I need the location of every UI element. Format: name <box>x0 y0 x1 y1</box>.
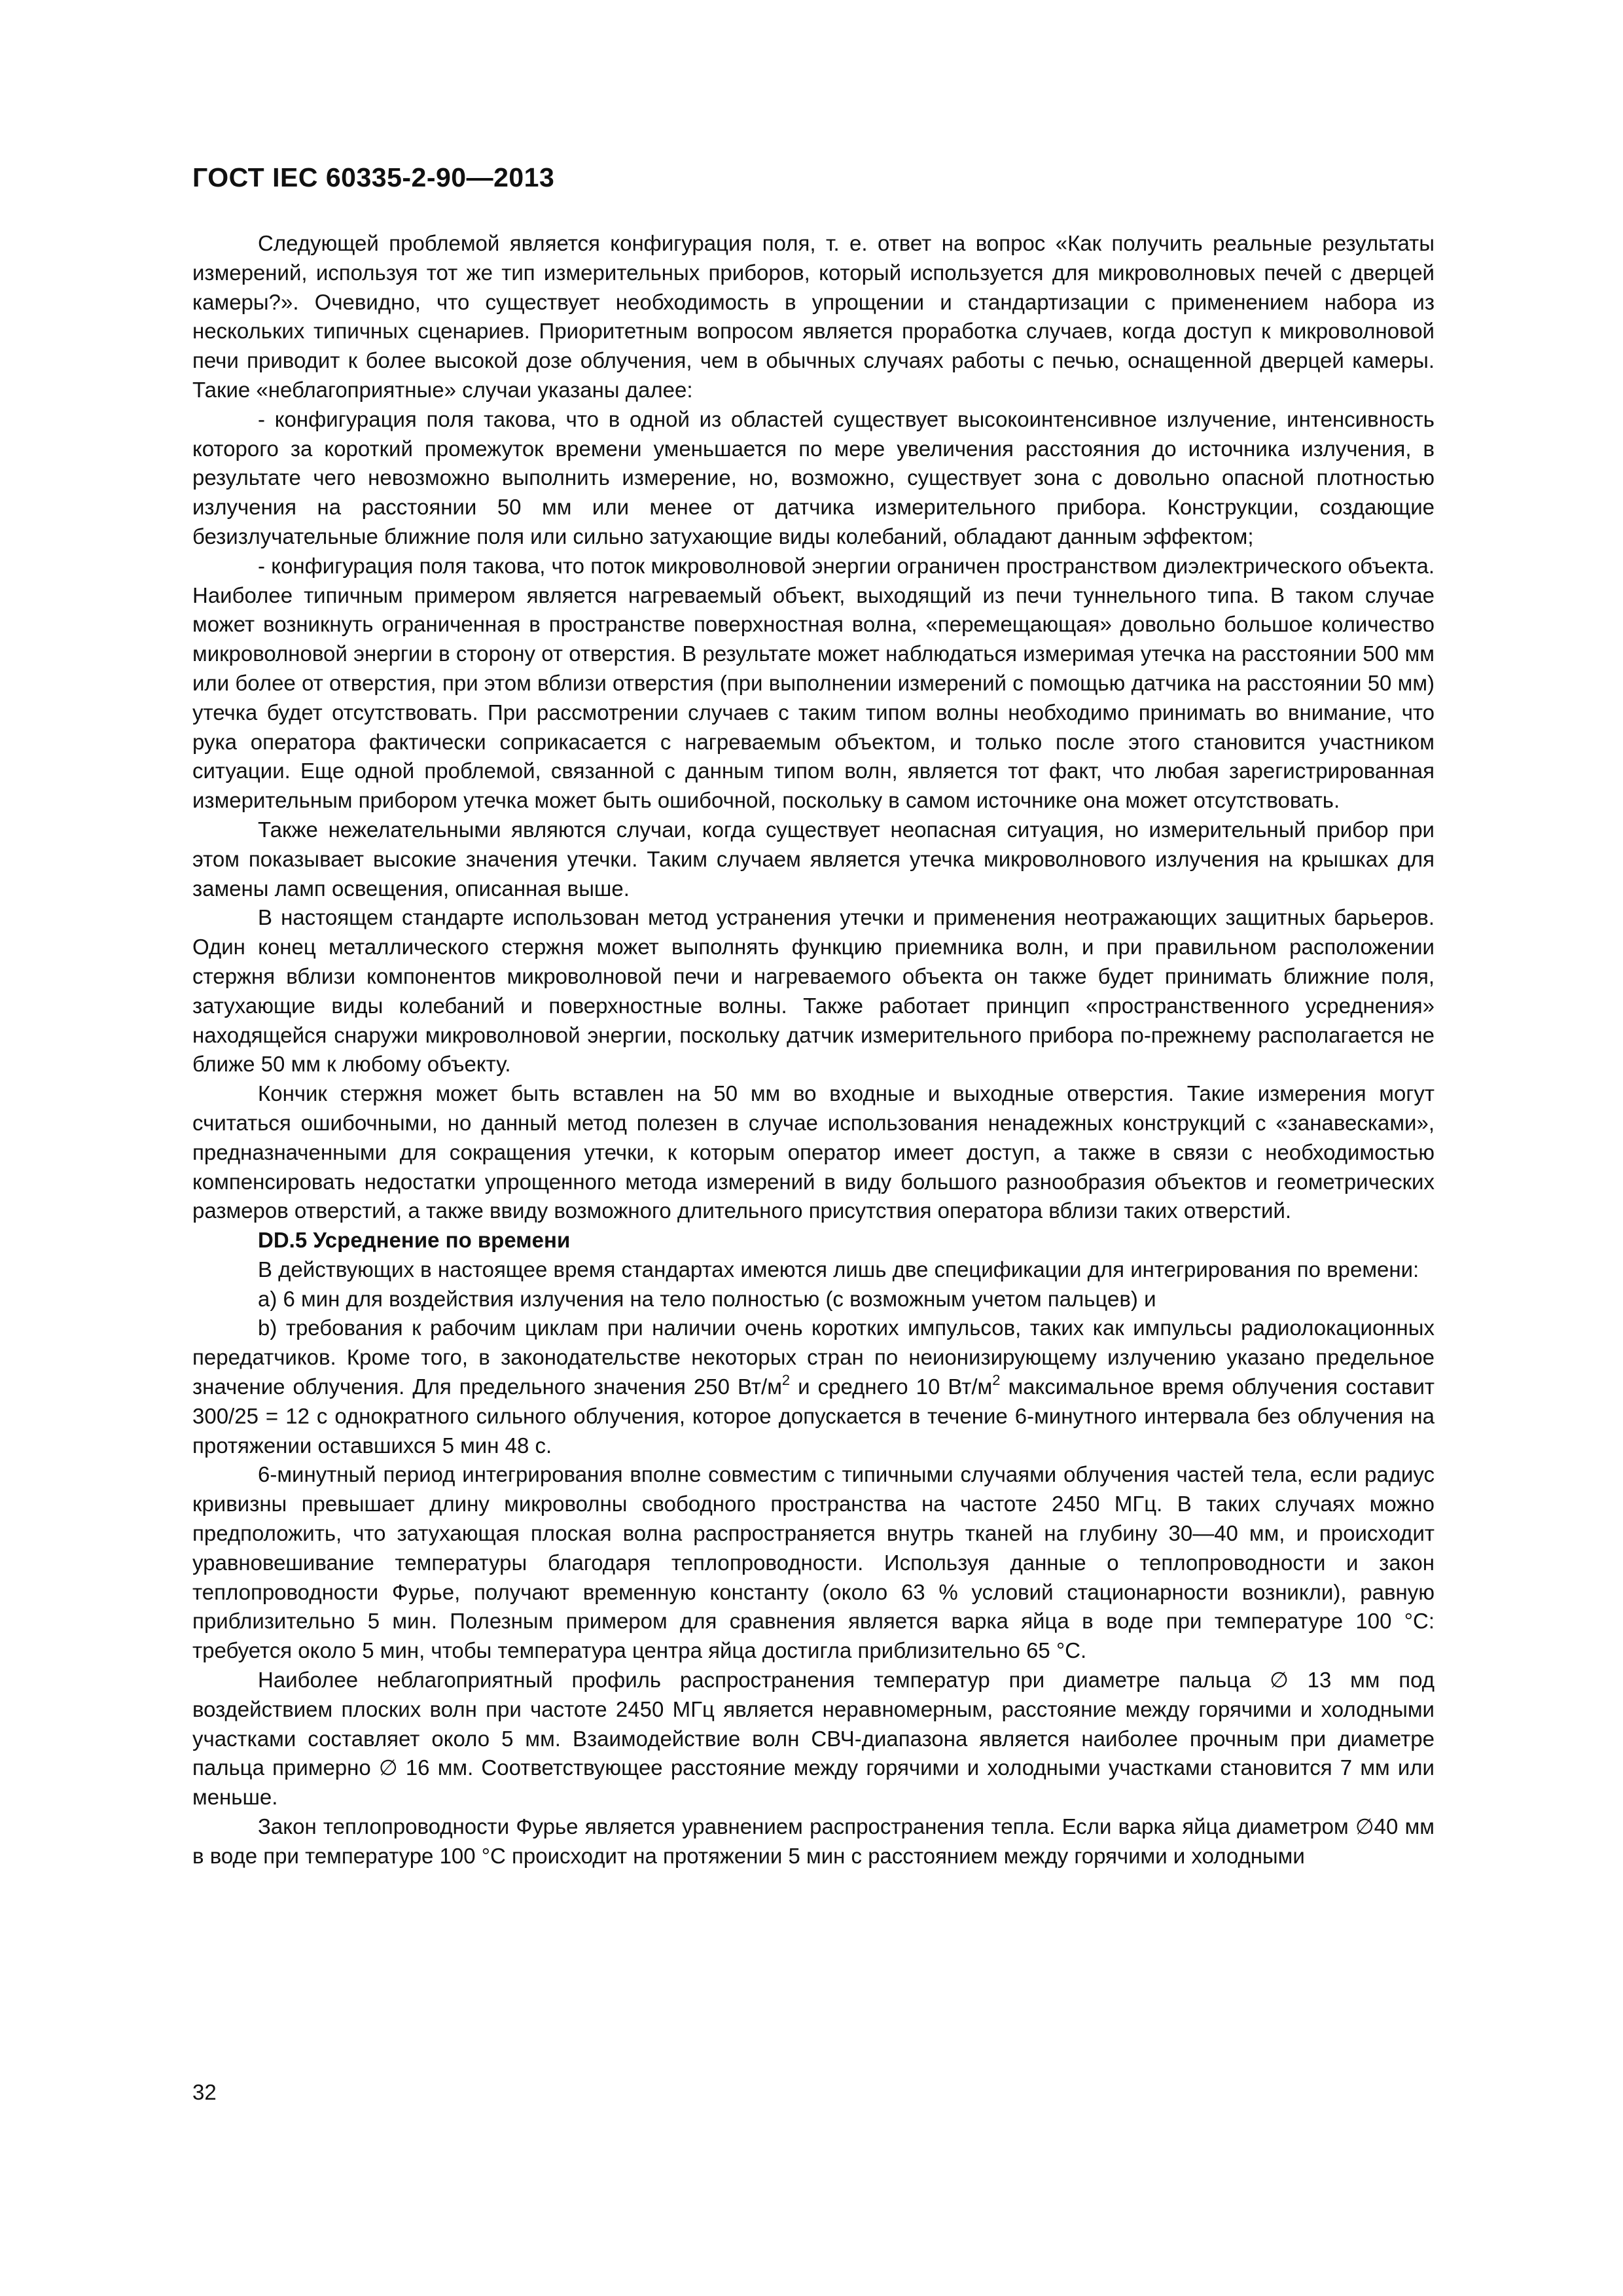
list-item-a: а) 6 мин для воздействия излучения на тело полностью (с возможным учетом пальцев) и <box>258 1286 1156 1311</box>
paragraph: Следующей проблемой является конфигурация поля, т. е. ответ на вопрос «Как получить реальные результаты измерений, используя тот же тип измерительных приборов, который используется для микроволновых печей с дверцей камеры?». Очевидно, что существует необходимость в упрощении и стандартизации с применением набора из нескольких типичных сценариев. Приоритетным вопросом является проработка случаев, когда доступ к микроволновой печи приводит к более высокой дозе облучения, чем в обычных случаях работы с печью, оснащенной дверцей камеры. Такие «неблагоприятные» случаи указаны далее: <box>192 231 1435 402</box>
page-number: 32 <box>192 2080 217 2104</box>
paragraph: Наиболее неблагоприятный профиль распространения температур при диаметре пальца ∅ 13 мм под воздействием плоских волн при частоте 2450 МГц является неравномерным, расстояние между горячими и холодными участками составляет около 5 мм. Взаимодействие волн СВЧ-диапазона является наиболее прочным при диаметре пальца примерно ∅ 16 мм. Соответствующее расстояние между горячими и холодными участками становится 7 мм или меньше. <box>192 1668 1435 1810</box>
superscript: 2 <box>781 1372 791 1389</box>
list-item-b-text: и среднего 10 Вт/м <box>790 1374 993 1399</box>
paragraph: - конфигурация поля такова, что поток микроволновой энергии ограничен пространством диэлектрического объекта. Наиболее типичным примером является нагреваемый объект, выходящий из печи туннельного типа. В таком случае может возникнуть ограниченная в пространстве поверхностная волна, «перемещающая» довольно большое количество микроволновой энергии в сторону от отверстия. В результате может наблюдаться измеримая утечка на расстоянии 500 мм или более от отверстия, при этом вблизи отверстия (при выполнении измерений с помощью датчика на расстоянии 50 мм) утечка будет отсутствовать. При рассмотрении случаев с таким типом волны необходимо принимать во внимание, что рука оператора фактически соприкасается с нагреваемым объектом, и только после этого становится участником ситуации. Еще одной проблемой, связанной с данным типом волн, является тот факт, что любая зарегистрированная измерительным прибором утечка может быть ошибочной, поскольку в самом источнике она может отсутствовать. <box>192 553 1435 813</box>
document-header: ГОСТ IEC 60335-2-90—2013 <box>192 162 555 192</box>
superscript: 2 <box>992 1372 1001 1389</box>
paragraph: Закон теплопроводности Фурье является уравнением распространения тепла. Если варка яйца диаметром ∅40 мм в воде при температуре 100 °С происходит на протяжении 5 мин с расстоянием между горячими и холодными <box>192 1814 1435 1868</box>
list-item-b <box>192 1314 1435 1460</box>
section-heading: DD.5 Усреднение по времени <box>258 1228 571 1253</box>
paragraph: В настоящем стандарте использован метод устранения утечки и применения неотражающих защитных барьеров. Один конец металлического стержня может выполнять функцию приемника волн, и при правильном расположении стержня вблизи компонентов микроволновой печи и нагреваемого объекта он также будет принимать ближние поля, затухающие виды колебаний и поверхностные волны. Также работает принцип «пространственного усреднения» находящейся снаружи микроволновой энергии, поскольку датчик измерительного прибора по-прежнему располагается не ближе 50 мм к любому объекту. <box>192 905 1435 1077</box>
paragraph: Кончик стержня может быть вставлен на 50 мм во входные и выходные отверстия. Такие измерения могут считаться ошибочными, но данный метод полезен в случае использования ненадежных конструкций с «занавесками», предназначенными для сокращения утечки, к которым оператор имеет доступ, а также в связи с необходимостью компенсировать недостатки упрощенного метода измерений в виду большого разнообразия объектов и геометрических размеров отверстий, а также ввиду возможного длительного присутствия оператора вблизи таких отверстий. <box>192 1081 1435 1223</box>
list-item-b-text: b) требования к рабочим циклам при наличии очень коротких импульсов, таких как импульсы радиолокационных передатчиков. Кроме того, в законодательстве некоторых стран по неионизирующему излучению указано предельное значение облучения. Для предельного значения 250 Вт/м <box>192 1316 1435 1399</box>
document-body <box>192 229 1435 1871</box>
paragraph: В действующих в настоящее время стандартах имеются лишь две спецификации для интегрирования по времени: <box>258 1257 1419 1282</box>
paragraph: - конфигурация поля такова, что в одной из областей существует высокоинтенсивное излучение, интенсивность которого за короткий промежуток времени уменьшается по мере увеличения расстояния до источника излучения, в результате чего невозможно выполнить измерение, но, возможно, существует зона с довольно опасной плотностью излучения на расстоянии 50 мм или менее от датчика измерительного прибора. Конструкции, создающие безизлучательные ближние поля или сильно затухающие виды колебаний, обладают данным эффектом; <box>192 406 1435 548</box>
paragraph: Также нежелательными являются случаи, когда существует неопасная ситуация, но измерительный прибор при этом показывает высокие значения утечки. Таким случаем является утечка микроволнового излучения на крышках для замены ламп освещения, описанная выше. <box>192 817 1435 901</box>
paragraph: 6-минутный период интегрирования вполне совместим с типичными случаями облучения частей тела, если радиус кривизны превышает длину микроволны свободного пространства на частоте 2450 МГц. В таких случаях можно предположить, что затухающая плоская волна распространяется внутрь тканей на глубину 30—40 мм, и происходит уравновешивание температуры благодаря теплопроводности. Используя данные о теплопроводности и закон теплопроводности Фурье, получают временную константу (около 63 % условий стационарности возникли), равную приблизительно 5 мин. Полезным примером для сравнения является варка яйца в воде при температуре 100 °С: требуется около 5 мин, чтобы температура центра яйца достигла приблизительно 65 °С. <box>192 1462 1435 1663</box>
list-item-b-text: максимальное время облучения составит 300/25 = 12 с однократного сильного облучения, которое допускается в течение 6-минутного интервала без облучения на протяжении оставшихся 5 мин 48 с. <box>192 1374 1435 1458</box>
